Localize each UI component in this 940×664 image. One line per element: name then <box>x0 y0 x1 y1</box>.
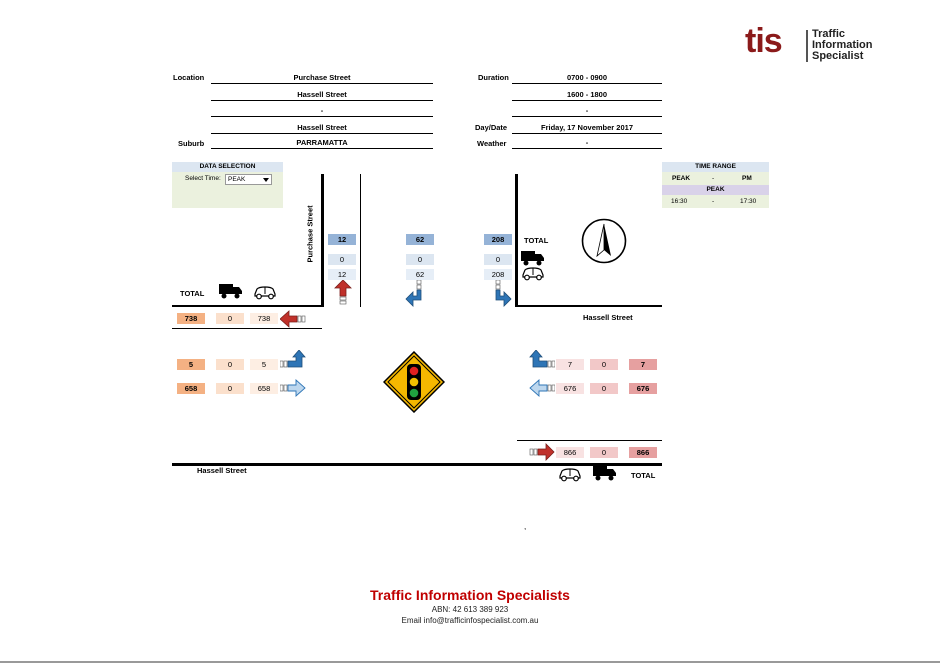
time-range-panel <box>662 162 769 208</box>
road-west-median <box>172 328 322 329</box>
east-right-light: 7 <box>556 359 584 370</box>
arrow-west-through-icon <box>280 379 306 397</box>
truck-icon <box>593 465 617 481</box>
arrow-exit-east-icon <box>529 443 555 461</box>
daydate-label: Day/Date <box>475 123 508 132</box>
page-bottom-border <box>0 661 940 663</box>
west-through-light: 658 <box>250 383 278 394</box>
street-name-south-west: Hassell Street <box>197 466 247 475</box>
logo-text-3: Specialist <box>812 50 864 62</box>
north-through-light: 62 <box>406 269 434 280</box>
weather-label: Weather <box>477 139 507 148</box>
duration-line-3: - <box>512 105 662 117</box>
road-west-north-kerb <box>172 305 324 307</box>
footer-abn: ABN: 42 613 389 923 <box>431 605 509 614</box>
time-range-end: 17:30 <box>740 198 757 205</box>
truck-icon <box>219 283 243 299</box>
duration-line-2: 1600 - 1800 <box>512 89 662 101</box>
west-exit-light: 738 <box>250 313 278 324</box>
east-through-heavy: 0 <box>590 383 618 394</box>
east-right-heavy: 0 <box>590 359 618 370</box>
logo-text-2: Information <box>812 39 873 51</box>
west-left-light: 5 <box>250 359 278 370</box>
arrow-exit-west-icon <box>280 310 306 328</box>
east-total-label: TOTAL <box>631 471 656 480</box>
east-exit-total: 866 <box>629 447 657 458</box>
weather-value: - <box>512 137 662 149</box>
north-right-heavy: 0 <box>484 254 512 265</box>
time-range-title: TIME RANGE <box>662 162 769 172</box>
time-range-start: 16:30 <box>671 198 688 205</box>
daydate-value: Friday, 17 November 2017 <box>512 122 662 134</box>
location-line-3: - <box>211 105 433 117</box>
street-name-north: Purchase Street <box>305 205 315 263</box>
west-through-heavy: 0 <box>216 383 244 394</box>
car-icon <box>558 467 582 482</box>
north-right-total: 208 <box>484 234 512 245</box>
north-left-light: 12 <box>328 269 356 280</box>
west-left-total: 5 <box>177 359 205 370</box>
road-east-median <box>517 440 662 441</box>
north-through-heavy: 0 <box>406 254 434 265</box>
duration-label: Duration <box>478 73 509 82</box>
time-range-dash-2: - <box>712 198 715 205</box>
west-through-total: 658 <box>177 383 205 394</box>
street-name-east: Hassell Street <box>583 313 633 322</box>
west-exit-heavy: 0 <box>216 313 244 324</box>
arrow-east-right-turn-icon <box>529 350 555 370</box>
arrow-east-through-icon <box>529 379 555 397</box>
arrow-south-to-west-icon <box>334 280 352 307</box>
time-range-period: PEAK <box>672 175 691 182</box>
logo <box>745 22 890 64</box>
car-icon <box>253 285 277 300</box>
west-total-label: TOTAL <box>180 289 205 298</box>
north-compass-icon <box>581 218 627 264</box>
north-left-total: 12 <box>328 234 356 245</box>
road-north-west-kerb <box>321 174 324 307</box>
arrow-south-to-east-icon <box>492 280 512 309</box>
data-selection-panel <box>172 162 283 208</box>
select-time-dropdown[interactable] <box>225 174 272 185</box>
road-north-median <box>360 174 361 307</box>
west-left-heavy: 0 <box>216 359 244 370</box>
time-range-peak: PEAK <box>706 186 725 193</box>
time-range-dash-1: - <box>712 175 715 182</box>
footer-email: Email info@trafficinfospecialist.com.au <box>401 616 539 625</box>
logo-divider <box>806 30 808 62</box>
arrow-through-south-icon <box>405 280 425 309</box>
road-east-north-kerb <box>515 305 662 307</box>
traffic-signal-sign-icon <box>383 351 445 413</box>
north-right-light: 208 <box>484 269 512 280</box>
east-exit-heavy: 0 <box>590 447 618 458</box>
select-time-label: Select Time: <box>185 175 221 182</box>
location-label: Location <box>173 73 205 82</box>
road-north-east-kerb <box>515 174 518 307</box>
car-icon <box>521 266 545 281</box>
east-exit-light: 866 <box>556 447 584 458</box>
logo-mark: tis <box>745 22 782 60</box>
select-time-value: PEAK <box>228 176 246 183</box>
data-selection-title: DATA SELECTION <box>172 162 283 172</box>
west-exit-total: 738 <box>177 313 205 324</box>
north-through-total: 62 <box>406 234 434 245</box>
suburb-value: PARRAMATTA <box>211 137 433 149</box>
suburb-label: Suburb <box>178 139 205 148</box>
east-right-total: 7 <box>629 359 657 370</box>
location-line-2: Hassell Street <box>211 89 433 101</box>
location-line-4: Hassell Street <box>211 122 433 134</box>
north-total-label: TOTAL <box>524 236 549 245</box>
location-line-1: Purchase Street <box>211 72 433 84</box>
arrow-west-left-turn-icon <box>280 350 306 370</box>
north-left-heavy: 0 <box>328 254 356 265</box>
truck-icon <box>521 250 545 266</box>
time-range-ampm: PM <box>742 175 752 182</box>
east-through-total: 676 <box>629 383 657 394</box>
footer-company: Traffic Information Specialists <box>370 587 570 603</box>
chevron-down-icon <box>263 178 269 182</box>
duration-line-1: 0700 - 0900 <box>512 72 662 84</box>
logo-text-1: Traffic <box>812 28 846 40</box>
stray-mark: , <box>524 522 527 531</box>
east-through-light: 676 <box>556 383 584 394</box>
